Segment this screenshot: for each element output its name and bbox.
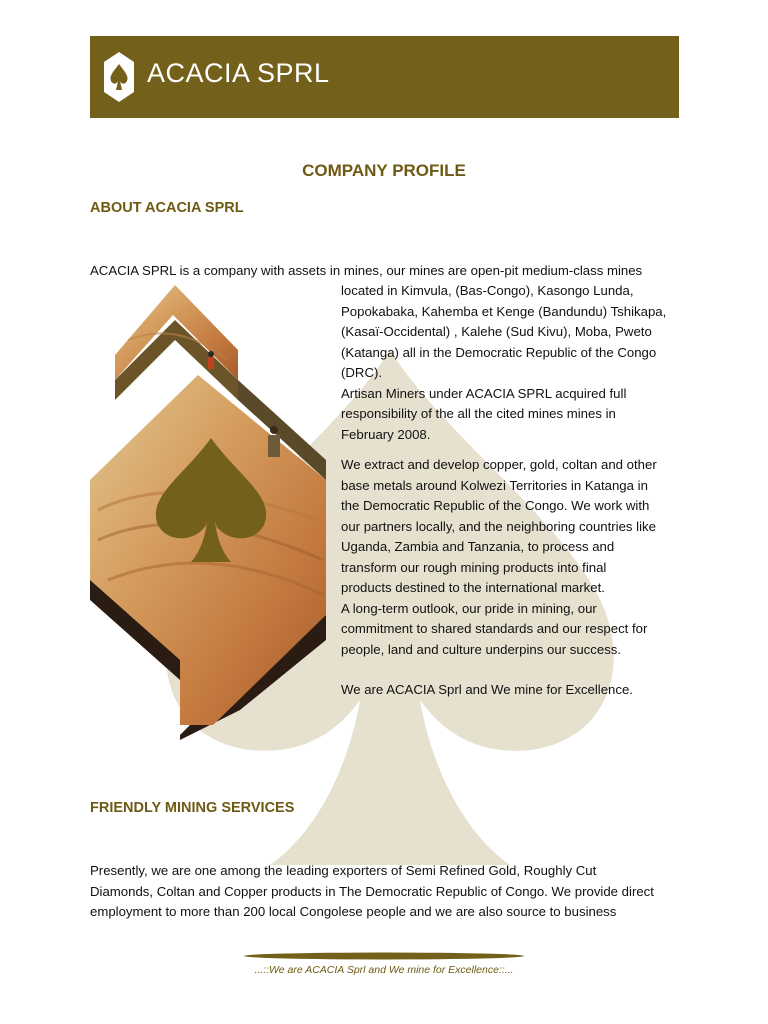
about-heading: ABOUT ACACIA SPRL xyxy=(90,200,244,216)
text-line: Popokabaka, Kahemba et Kenge (Bandundu) Tshikapa, xyxy=(341,303,667,319)
about-first-line: ACACIA SPRL is a company with assets in mines, our mines are open-pit medium-class mines xyxy=(90,263,643,278)
text-line: the Democratic Republic of the Congo. We work with xyxy=(341,498,650,513)
footer-tagline: ...::We are ACACIA Sprl and We mine for Excellence::... xyxy=(254,964,514,976)
header-banner xyxy=(90,36,679,118)
page-title: COMPANY PROFILE xyxy=(302,161,466,180)
brand-name: ACACIA SPRL xyxy=(147,58,330,88)
services-heading: FRIENDLY MINING SERVICES xyxy=(90,800,295,816)
text-line: (Kasaï-Occidental) , Kalehe (Sud Kivu), Moba, Pweto xyxy=(341,324,652,339)
text-line: products destined to the international market. xyxy=(341,580,605,595)
text-line: Presently, we are one among the leading exporters of Semi Refined Gold, Roughly Cut xyxy=(90,863,597,878)
text-line: our partners locally, and the neighboring countries like xyxy=(341,518,656,534)
about-paragraph-1 xyxy=(341,281,686,445)
text-line: people, land and culture underpins our success. xyxy=(341,641,622,657)
footer-divider xyxy=(244,952,524,960)
text-line: Uganda, Zambia and Tanzania, to process and xyxy=(341,539,615,554)
text-line: A long-term outlook, our pride in mining, our xyxy=(341,600,597,616)
text-line: We extract and develop copper, gold, coltan and other xyxy=(341,457,657,472)
text-line: February 2008. xyxy=(341,426,431,442)
about-closing: We are ACACIA Sprl and We mine for Excellence. xyxy=(341,682,633,697)
about-paragraph-2 xyxy=(341,455,686,660)
text-line: (Katanga) all in the Democratic Republic of the Congo xyxy=(341,344,657,360)
text-line: located in Kimvula, (Bas-Congo), Kasongo Lunda, xyxy=(341,283,634,298)
text-line: responsibility of the all the cited mines mines in xyxy=(341,406,616,421)
text-line: employment to more than 200 local Congolese people and we are also source to business xyxy=(90,904,617,919)
text-line: transform our rough mining products into final xyxy=(341,559,607,575)
spade-hexagon-logo-icon xyxy=(102,50,136,104)
text-line: commitment to shared standards and our respect for xyxy=(341,621,648,636)
text-line: Artisan Miners under ACACIA SPRL acquired full xyxy=(341,385,627,401)
text-line: Diamonds, Coltan and Copper products in The Democratic Republic of Congo. We provide direct xyxy=(90,883,654,899)
mine-photo xyxy=(88,280,328,740)
services-paragraph xyxy=(90,861,690,923)
text-line: base metals around Kolwezi Territories in Katanga in xyxy=(341,477,648,493)
text-line: (DRC). xyxy=(341,365,383,380)
